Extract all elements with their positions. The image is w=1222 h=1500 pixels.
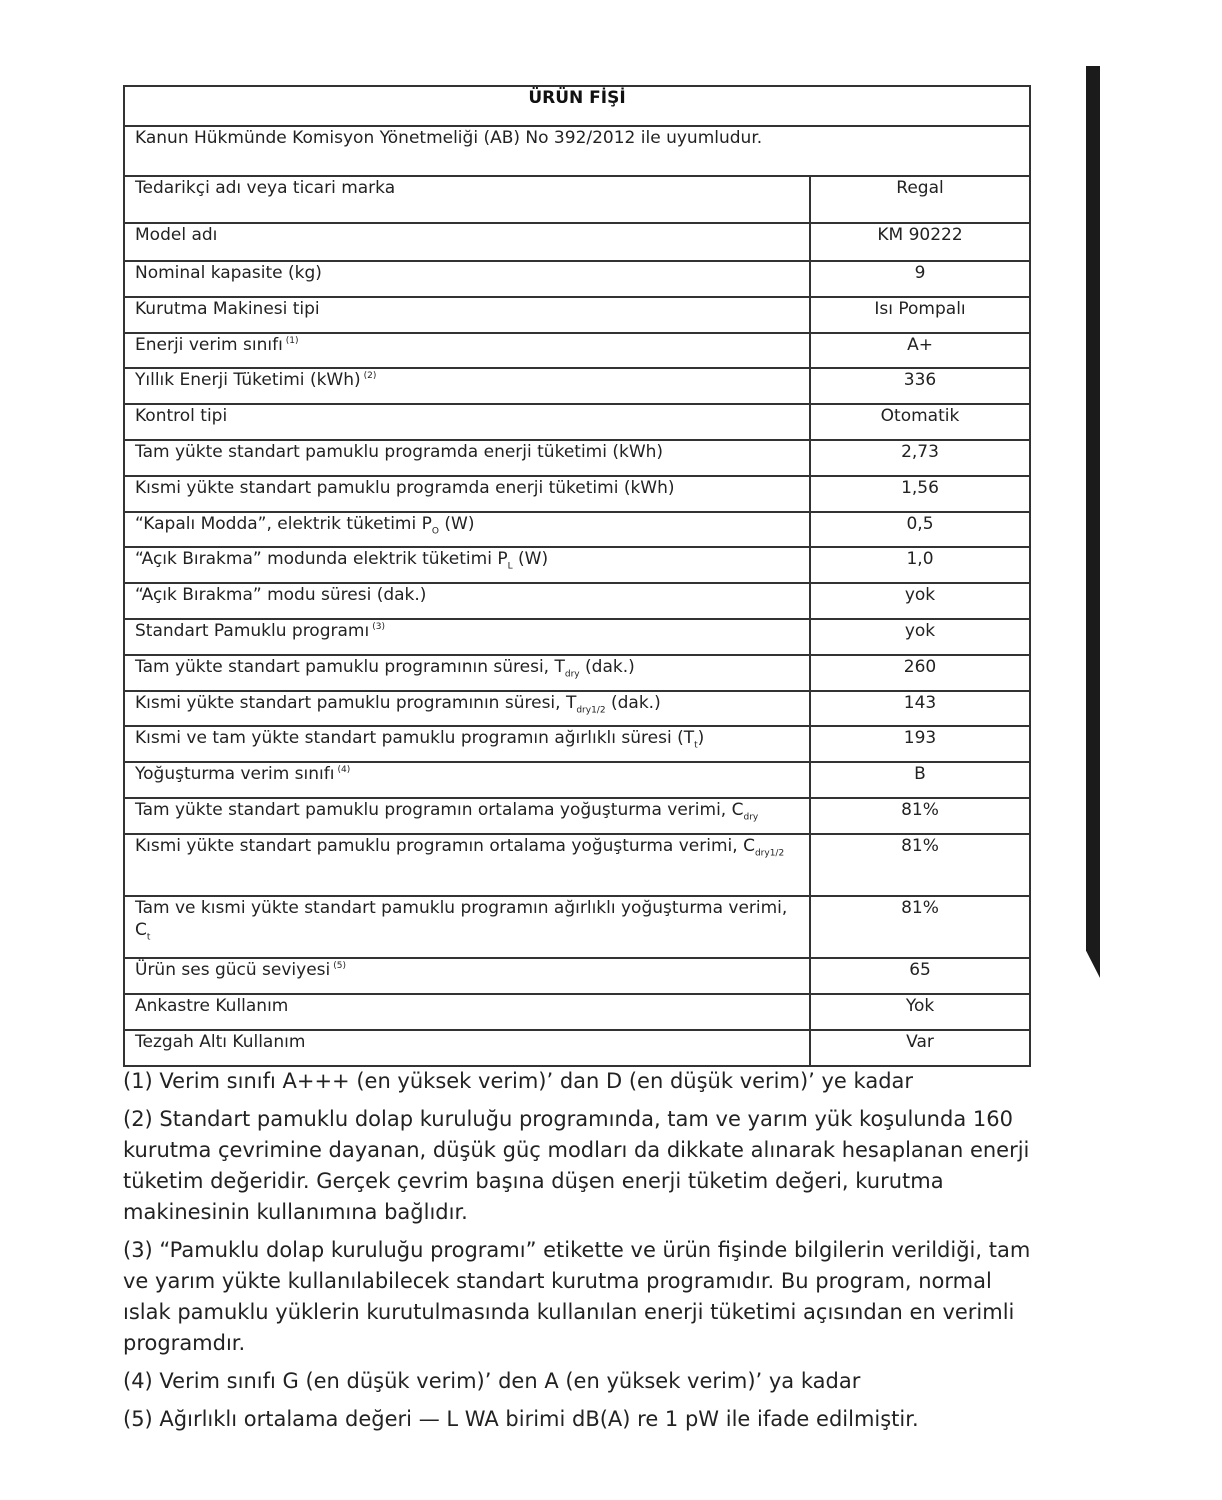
row-value: Yok <box>810 994 1030 1030</box>
row-value: KM 90222 <box>810 223 1030 261</box>
row-label: Tam ve kısmi yükte standart pamuklu programın ağırlıklı yoğuşturma verimi, $C_t$ <box>124 896 810 958</box>
fiche-row <box>124 619 1030 655</box>
fiche-row <box>124 762 1030 798</box>
row-value: 143 <box>810 691 1030 726</box>
symbol-subscript: t <box>146 932 151 943</box>
fiche-row <box>124 958 1030 994</box>
fiche-title: ÜRÜN FİŞİ <box>124 86 1030 126</box>
row-label: Kurutma Makinesi tipi <box>124 297 810 333</box>
row-label: “Açık Bırakma” modunda elektrik tüketimi $P_L$ (W) <box>124 547 810 583</box>
regulation-row <box>124 126 1030 176</box>
fiche-row <box>124 223 1030 261</box>
symbol-subscript: t <box>694 740 698 751</box>
row-label: Tezgah Altı Kullanım <box>124 1030 810 1066</box>
row-label: Tam yükte standart pamuklu programda enerji tüketimi (kWh) <box>124 440 810 476</box>
fiche-row <box>124 798 1030 834</box>
row-value: B <box>810 762 1030 798</box>
fiche-row <box>124 896 1030 958</box>
row-label: Model adı <box>124 223 810 261</box>
row-value: Otomatik <box>810 404 1030 440</box>
fiche-row <box>124 512 1030 547</box>
row-value: Var <box>810 1030 1030 1066</box>
row-value: Regal <box>810 176 1030 223</box>
row-value: 1,0 <box>810 547 1030 583</box>
row-label: Kontrol tipi <box>124 404 810 440</box>
row-value: 81% <box>810 834 1030 896</box>
footnotes <box>123 1066 1033 1442</box>
row-label: Nominal kapasite (kg) <box>124 261 810 297</box>
footnote-ref: (3) <box>372 622 385 633</box>
fiche-row <box>124 834 1030 896</box>
row-value: 65 <box>810 958 1030 994</box>
row-label: Ankastre Kullanım <box>124 994 810 1030</box>
symbol-subscript: dry <box>564 669 580 680</box>
row-value: 260 <box>810 655 1030 691</box>
row-value: 1,56 <box>810 476 1030 512</box>
fiche-row <box>124 583 1030 619</box>
row-value: yok <box>810 583 1030 619</box>
symbol-subscript: dry <box>743 812 759 823</box>
row-value: 193 <box>810 726 1030 762</box>
row-value: Isı Pompalı <box>810 297 1030 333</box>
fiche-row <box>124 476 1030 512</box>
footnote: (4) Verim sınıfı G (en düşük verim)’ den A (en yüksek verim)’ ya kadar <box>123 1369 861 1393</box>
symbol-subscript: dry1/2 <box>576 705 606 716</box>
row-value: 81% <box>810 798 1030 834</box>
fiche-row <box>124 404 1030 440</box>
row-label: “Açık Bırakma” modu süresi (dak.) <box>124 583 810 619</box>
row-value: 336 <box>810 368 1030 404</box>
footnote: (5) Ağırlıklı ortalama değeri — L WA birimi dB(A) re 1 pW ile ifade edilmiştir. <box>123 1407 919 1431</box>
side-edge-bar <box>1086 66 1100 978</box>
fiche-row <box>124 440 1030 476</box>
row-label: Kısmi yükte standart pamuklu programın ortalama yoğuşturma verimi, $C_{dry1/2}$ <box>124 834 810 896</box>
fiche-row <box>124 297 1030 333</box>
fiche-row <box>124 333 1030 368</box>
fiche-row <box>124 368 1030 404</box>
footnote: (2) Standart pamuklu dolap kuruluğu programında, tam ve yarım yük koşulunda 160 kurutma çevrimine dayanan, düşük güç modları da dikkate alınarak hesaplanan enerji tüketim değeridir. Gerçek çevrim başına düşen enerji tüketim değeri, kurutma makinesinin kullanımına bağlıdır. <box>123 1107 1030 1224</box>
row-label: Kısmi ve tam yükte standart pamuklu programın ağırlıklı süresi $(T_t)$ <box>124 726 810 762</box>
fiche-row <box>124 691 1030 726</box>
row-label: Tam yükte standart pamuklu programın ortalama yoğuşturma verimi, $C_{dry}$ <box>124 798 810 834</box>
footnote-ref: (5) <box>333 961 347 972</box>
row-value: 9 <box>810 261 1030 297</box>
footnote-ref: (1) <box>285 336 299 347</box>
footnote: (1) Verim sınıfı A+++ (en yüksek verim)’ dan D (en düşük verim)’ ye kadar <box>123 1069 914 1093</box>
fiche-row <box>124 994 1030 1030</box>
row-label: “Kapalı Modda”, elektrik tüketimi $P_O$ (W) <box>124 512 810 547</box>
row-label: Kısmi yükte standart pamuklu programının süresi, $T_{dry1/2}$ (dak.) <box>124 691 810 726</box>
symbol-subscript: dry1/2 <box>754 848 785 859</box>
symbol-subscript: L <box>507 561 513 572</box>
row-value: 0,5 <box>810 512 1030 547</box>
regulation-text: Kanun Hükmünde Komisyon Yönetmeliği (AB) No 392/2012 ile uyumludur. <box>124 126 1030 176</box>
footnote-ref: (4) <box>337 765 351 776</box>
row-label: Tedarikçi adı veya ticari marka <box>124 176 810 223</box>
fiche-row <box>124 1030 1030 1066</box>
row-value: 2,73 <box>810 440 1030 476</box>
symbol-subscript: O <box>431 526 439 537</box>
row-label: Ürün ses gücü seviyesi $^{(5)}$ <box>124 958 810 994</box>
fiche-row <box>124 261 1030 297</box>
fiche-row <box>124 547 1030 583</box>
row-label: Yoğuşturma verim sınıfı $^{(4)}$ <box>124 762 810 798</box>
row-label: Yıllık Enerji Tüketimi (kWh) $^{(2)}$ <box>124 368 810 404</box>
row-value: 81% <box>810 896 1030 958</box>
fiche-row <box>124 726 1030 762</box>
row-label: Kısmi yükte standart pamuklu programda enerji tüketimi (kWh) <box>124 476 810 512</box>
footnote: (3) “Pamuklu dolap kuruluğu programı” etikette ve ürün fişinde bilgilerin verildiği, tam ve yarım yükte kullanılabilecek standart kurutma programıdır. Bu program, normal ıslak pamuklu yüklerin kurutulmasında kullanılan enerji tüketimi açısından en verimli programdır. <box>123 1238 1031 1355</box>
footnote-ref: (2) <box>363 371 377 382</box>
row-label: Tam yükte standart pamuklu programının süresi, $T_{dry}$ (dak.) <box>124 655 810 691</box>
fiche-row <box>124 655 1030 691</box>
product-fiche-table <box>123 85 1031 1067</box>
row-value: A+ <box>810 333 1030 368</box>
row-label: Enerji verim sınıfı $^{(1)}$ <box>124 333 810 368</box>
row-label: Standart Pamuklu programı $^{(3)}$ <box>124 619 810 655</box>
title-row <box>124 86 1030 126</box>
row-value: yok <box>810 619 1030 655</box>
fiche-row <box>124 176 1030 223</box>
